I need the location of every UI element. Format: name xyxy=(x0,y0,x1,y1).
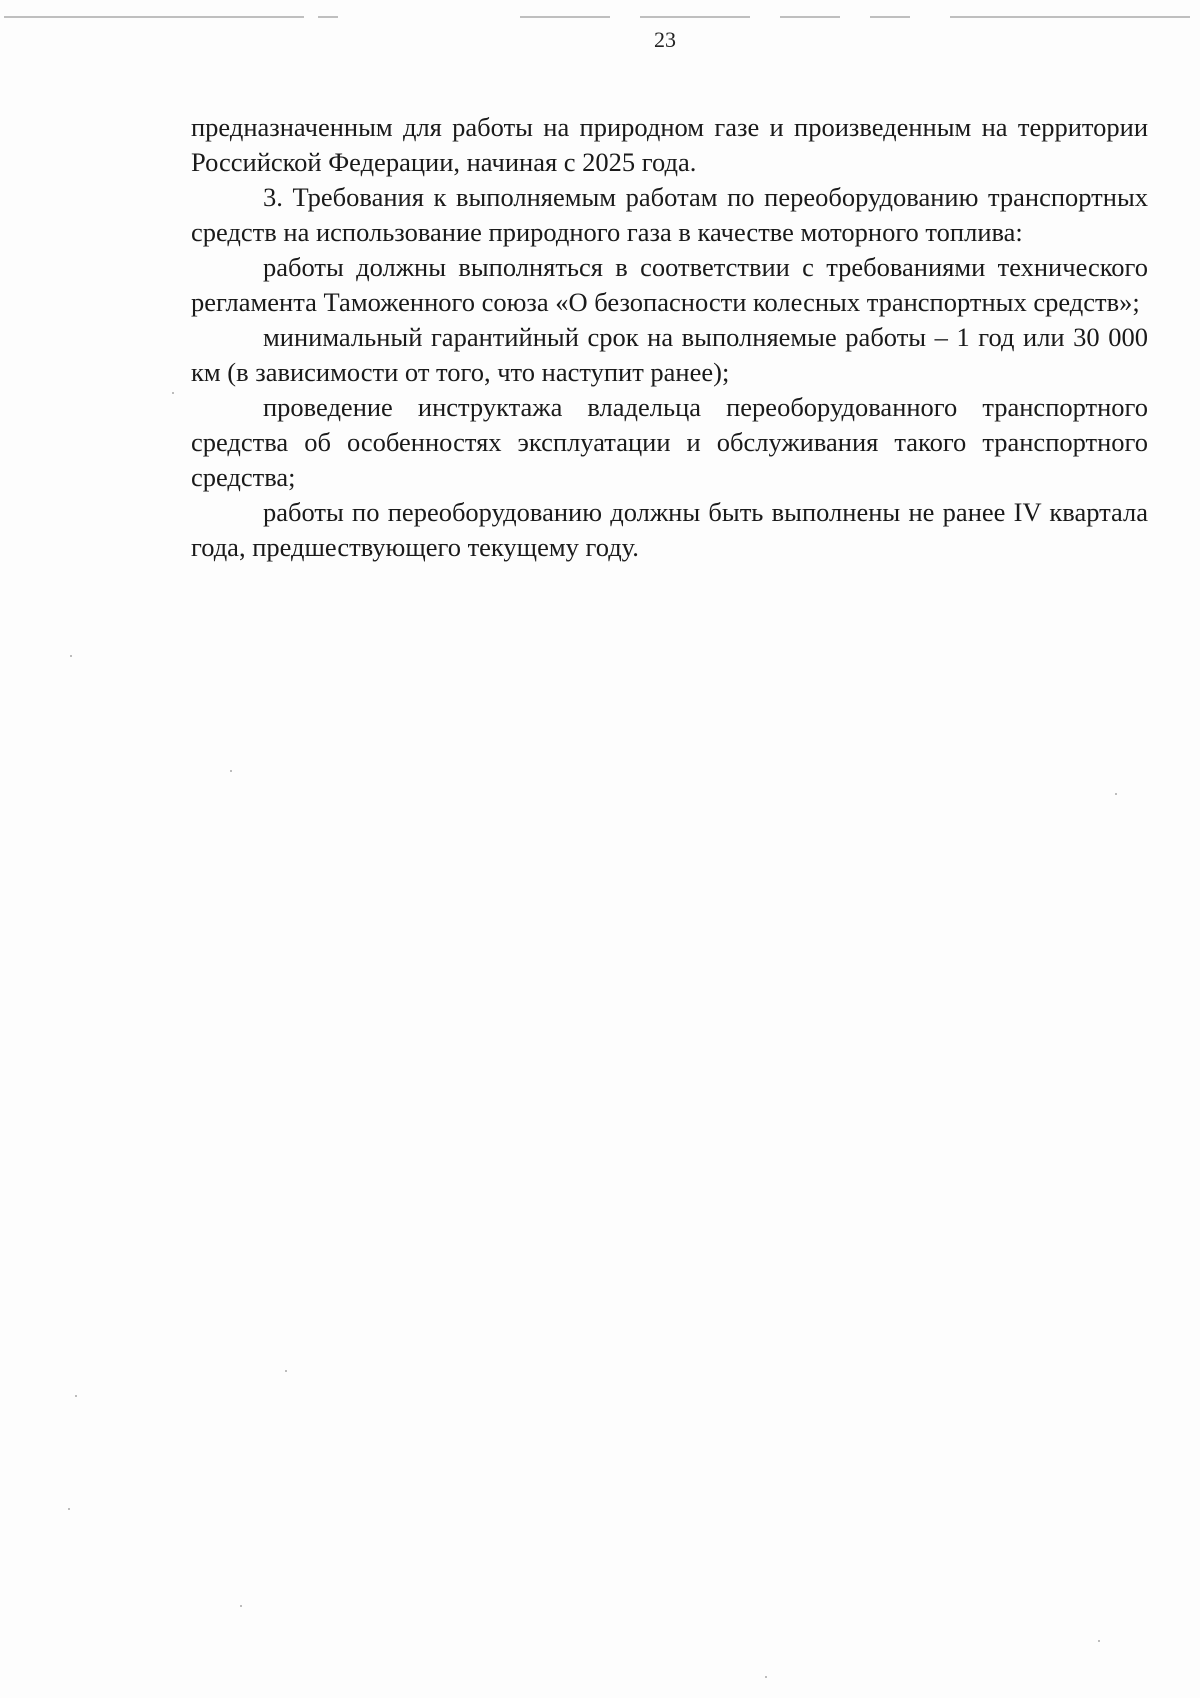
paragraph-continuation: предназначенным для работы на природном газе и произведенным на территории Российской Федерации, начиная с 2025 года. xyxy=(191,112,1148,177)
scan-speck xyxy=(1115,793,1117,795)
paragraph-requirement-regulation: работы должны выполняться в соответствии с требованиями технического регламента Таможенного союза «О безопасности колесных транспортных средств»; xyxy=(191,252,1148,317)
scan-speck xyxy=(70,655,72,657)
page-number: 23 xyxy=(654,27,676,52)
scan-speck xyxy=(765,1676,767,1678)
paragraph-requirement-deadline: работы по переоборудованию должны быть выполнены не ранее IV квартала года, предшествующего текущему году. xyxy=(191,497,1148,562)
scan-speck xyxy=(75,1395,77,1397)
scan-top-edge xyxy=(0,14,1200,22)
scan-speck xyxy=(285,1370,287,1372)
scan-speck xyxy=(230,770,232,772)
scan-speck xyxy=(172,392,174,394)
document-body xyxy=(191,110,1148,565)
paragraph-item-3-heading: 3. Требования к выполняемым работам по переоборудованию транспортных средств на использование природного газа в качестве моторного топлива: xyxy=(191,182,1148,247)
paragraph-requirement-warranty: минимальный гарантийный срок на выполняемые работы – 1 год или 30 000 км (в зависимости от того, что наступит ранее); xyxy=(191,322,1148,387)
scan-speck xyxy=(68,1508,70,1510)
paragraph-requirement-instruction: проведение инструктажа владельца переоборудованного транспортного средства об особенностях эксплуатации и обслуживания такого транспортного средства; xyxy=(191,392,1148,492)
scan-speck xyxy=(1098,1640,1100,1642)
scan-speck xyxy=(240,1605,242,1607)
